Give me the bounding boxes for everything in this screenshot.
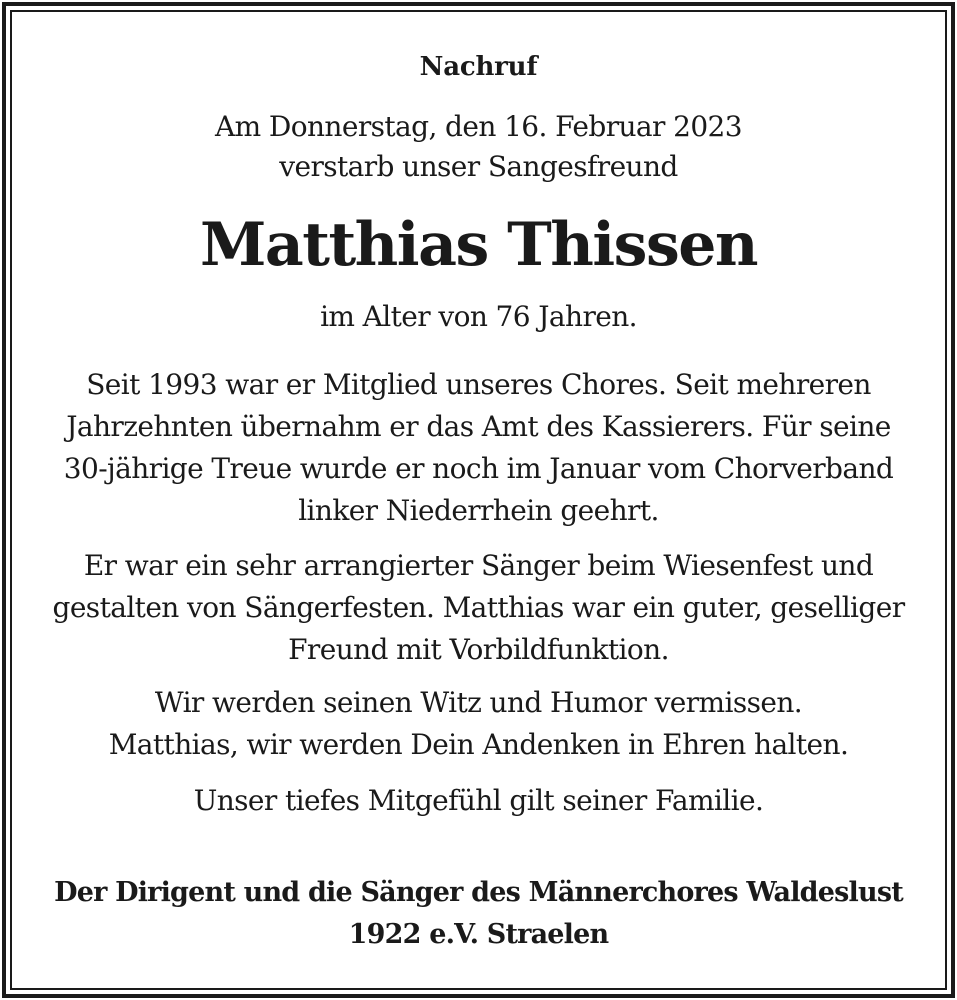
- paragraph-2-line-2: gestalten von Sängerfesten. Matthias war ein guter, geselliger: [52, 591, 905, 624]
- paragraph-4-line-1: Unser tiefes Mitgefühl gilt seiner Familie.: [193, 784, 764, 817]
- paragraph-3-line-1: Wir werden seinen Witz und Humor vermissen.: [154, 686, 803, 719]
- notice-heading: Nachruf: [419, 52, 538, 82]
- intro-line-2: verstarb unser Sangesfreund: [279, 150, 678, 183]
- deceased-name: Matthias Thissen: [199, 210, 758, 280]
- paragraph-1-line-4: linker Niederrhein geehrt.: [298, 494, 659, 527]
- intro-line-1: Am Donnerstag, den 16. Februar 2023: [215, 110, 742, 143]
- paragraph-2-line-1: Er war ein sehr arrangierter Sänger beim Wiesenfest und: [83, 549, 874, 582]
- paragraph-1-line-2: Jahrzehnten übernahm er das Amt des Kassierers. Für seine: [66, 410, 891, 443]
- signature-line-1: Der Dirigent und die Sänger des Männerchores Waldeslust: [54, 877, 903, 908]
- paragraph-3-line-2: Matthias, wir werden Dein Andenken in Ehren halten.: [108, 728, 849, 761]
- signature-line-2: 1922 e.V. Straelen: [348, 919, 609, 950]
- age-line: im Alter von 76 Jahren.: [320, 300, 637, 333]
- paragraph-2-line-3: Freund mit Vorbildfunktion.: [288, 633, 669, 666]
- paragraph-1-line-1: Seit 1993 war er Mitglied unseres Chores. Seit mehreren: [86, 368, 871, 401]
- paragraph-1-line-3: 30-jährige Treue wurde er noch im Januar vom Chorverband: [63, 452, 894, 485]
